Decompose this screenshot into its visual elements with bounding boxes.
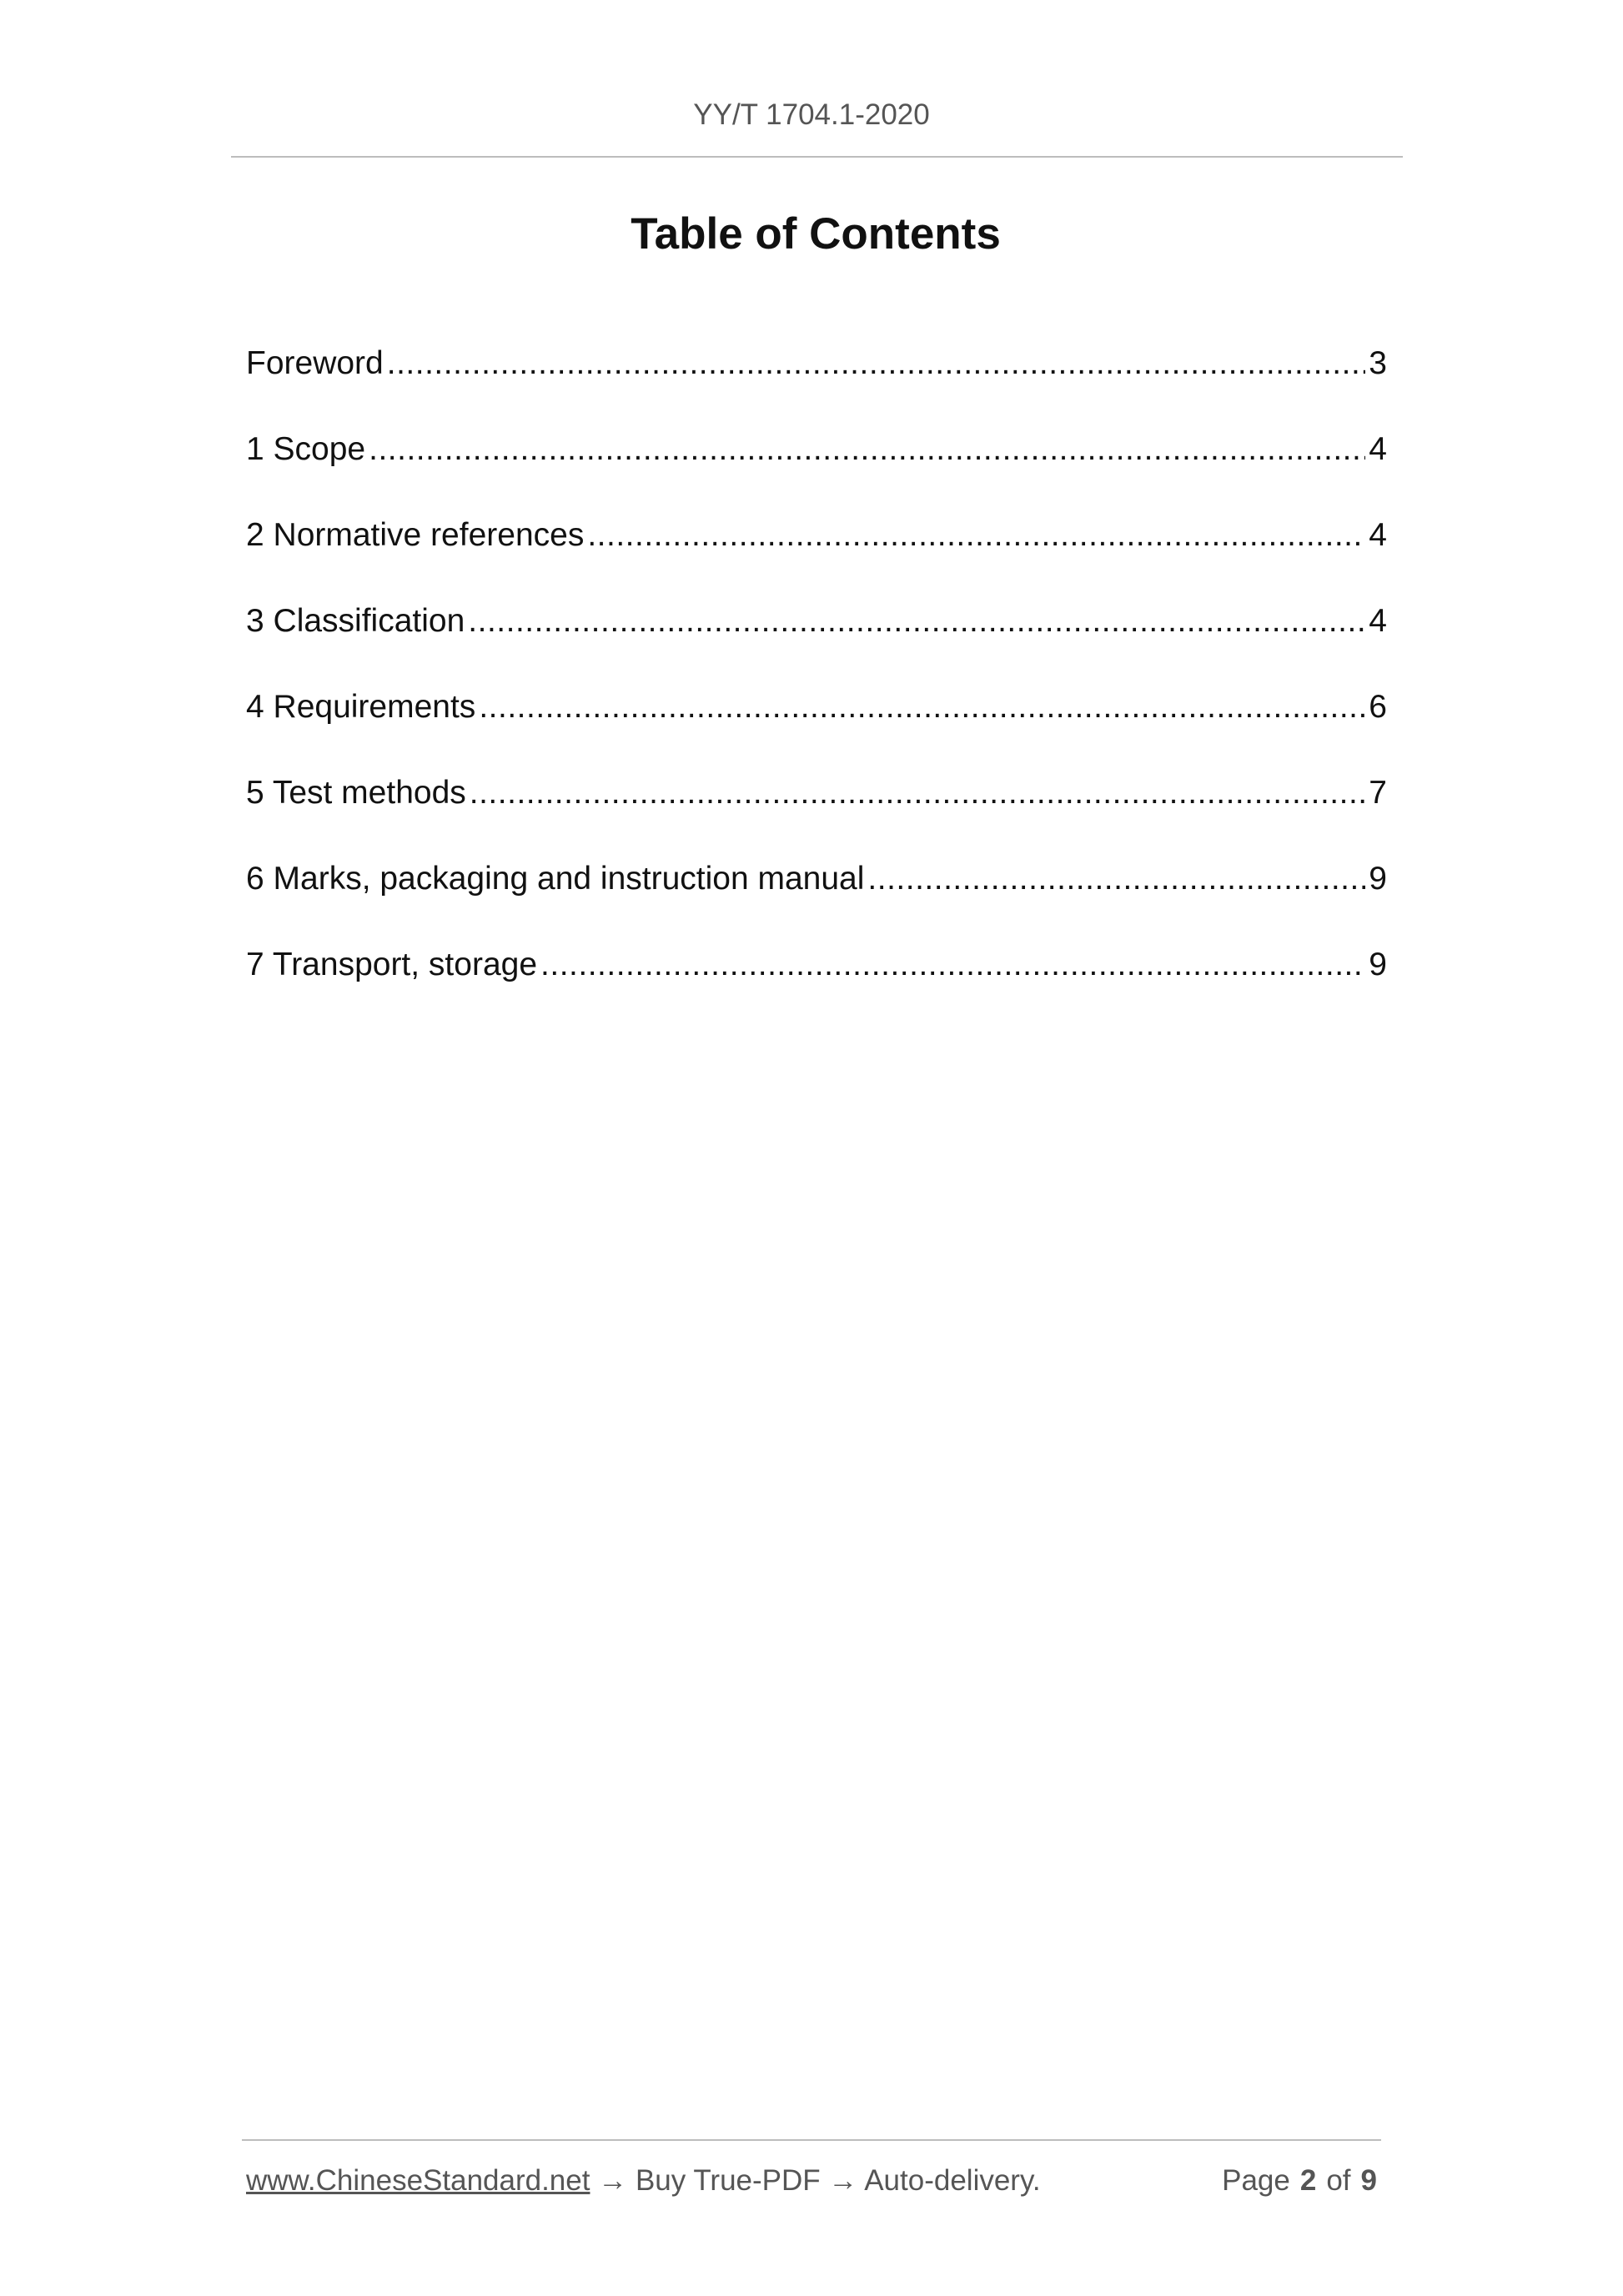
toc-entry-page: 3 <box>1369 345 1387 381</box>
toc-entry-page: 9 <box>1369 947 1387 982</box>
toc-entry-label: 6 Marks, packaging and instruction manual <box>246 861 865 897</box>
toc-entry-label: 4 Requirements <box>246 689 476 725</box>
toc-entry-page: 6 <box>1369 689 1387 725</box>
toc-entry-page: 7 <box>1369 775 1387 811</box>
toc-dot-leader <box>387 344 1366 384</box>
document-code: YY/T 1704.1-2020 <box>693 98 930 131</box>
toc-entry-marks-packaging[interactable] <box>246 859 1387 945</box>
toc-entry-label: 2 Normative references <box>246 517 585 553</box>
toc-entry-page: 4 <box>1369 517 1387 553</box>
toc-entry-normative-references[interactable] <box>246 515 1387 601</box>
toc-entry-test-methods[interactable] <box>246 773 1387 859</box>
toc-entry-foreword[interactable] <box>246 344 1387 430</box>
toc-entry-label: 3 Classification <box>246 603 465 639</box>
delivery-text: Auto-delivery. <box>864 2164 1041 2197</box>
toc-entry-classification[interactable] <box>246 601 1387 687</box>
page-footer <box>246 2160 1387 2202</box>
toc-entry-page: 9 <box>1369 861 1387 897</box>
footer-promo <box>246 2160 1041 2202</box>
toc-dot-leader <box>540 945 1365 985</box>
toc-entry-label: Foreword <box>246 345 384 381</box>
toc-dot-leader <box>479 687 1365 727</box>
toc-dot-leader <box>468 601 1365 641</box>
toc-title: Table of Contents <box>631 209 1001 259</box>
toc-entry-requirements[interactable] <box>246 687 1387 773</box>
toc-dot-leader <box>587 515 1365 555</box>
toc-entry-label: 7 Transport, storage <box>246 947 538 982</box>
of-word: of <box>1326 2164 1351 2197</box>
page-total: 9 <box>1360 2164 1377 2197</box>
site-link[interactable]: www.ChineseStandard.net <box>246 2164 590 2197</box>
page-indicator <box>1222 2160 1377 2202</box>
toc-entry-page: 4 <box>1369 603 1387 639</box>
arrow-right-icon: → <box>828 2164 858 2197</box>
toc-entry-label: 5 Test methods <box>246 775 466 811</box>
toc-entry-scope[interactable] <box>246 430 1387 515</box>
header-divider <box>231 156 1403 158</box>
footer-divider <box>242 2139 1381 2141</box>
toc-entry-label: 1 Scope <box>246 431 366 467</box>
toc-dot-leader <box>470 773 1366 813</box>
toc-dot-leader <box>867 859 1365 899</box>
page-current: 2 <box>1299 2164 1317 2197</box>
toc-dot-leader <box>369 430 1365 470</box>
page-word: Page <box>1222 2164 1290 2197</box>
arrow-right-icon: → <box>598 2164 628 2197</box>
toc-entry-transport-storage[interactable] <box>246 945 1387 1031</box>
buy-text: Buy True-PDF <box>635 2164 821 2197</box>
toc-entry-page: 4 <box>1369 431 1387 467</box>
toc-list <box>246 344 1387 1031</box>
